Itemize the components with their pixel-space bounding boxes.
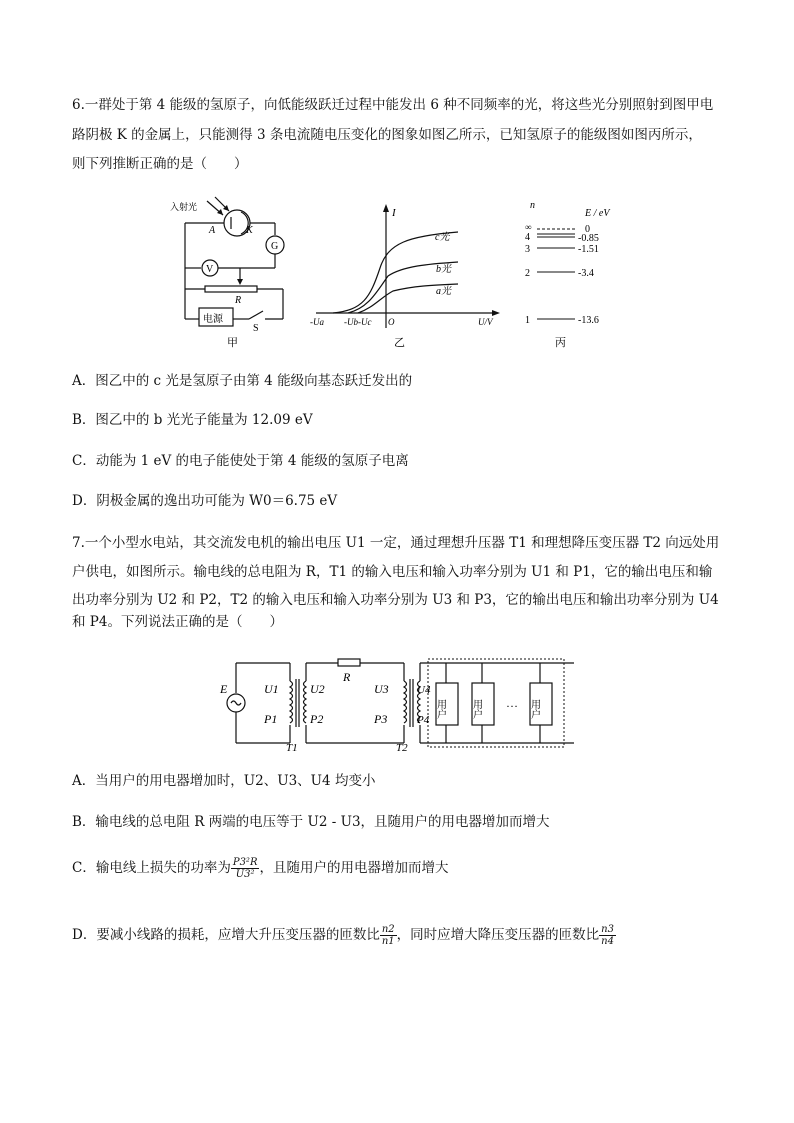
fraction-denominator: U3² xyxy=(235,869,255,880)
label-cathode-k: K xyxy=(246,225,253,236)
user-dots: … xyxy=(506,696,518,710)
q6-option-a: A．图乙中的 c 光是氢原子由第 4 能级向基态跃迁发出的 xyxy=(72,373,413,389)
axis-label-i: I xyxy=(392,207,396,219)
q7-option-c xyxy=(72,857,448,880)
level-2-n: 2 xyxy=(525,268,530,279)
fraction-numerator: n2 xyxy=(381,924,395,935)
q7-option-d xyxy=(72,924,616,947)
fraction-numerator: P3²R xyxy=(232,857,258,868)
level-inf-n: ∞ xyxy=(525,222,532,232)
label-t1: T1 xyxy=(286,742,298,754)
q7-option-c-suffix: ，且随用户的用电器增加而增大 xyxy=(259,860,449,876)
q7-line-4: 和 P4。下列说法正确的是（ ） xyxy=(72,614,283,630)
label-voltmeter-v: V xyxy=(206,264,214,275)
q6-line-2: 路阴极 K 的金属上，只能测得 3 条电流随电压变化的图象如图乙所示，已知氢原子的能级图如图丙所示， xyxy=(72,127,702,143)
figure-bing-energy-levels xyxy=(515,196,645,350)
label-u4: U4 xyxy=(417,684,431,696)
q6-option-b: B．图乙中的 b 光光子能量为 12.09 eV xyxy=(72,412,313,428)
q7-option-c-prefix: C．输电线上损失的功率为 xyxy=(72,860,231,876)
label-p4: P4 xyxy=(417,714,430,726)
q6-line-1: 6.一群处于第 4 能级的氢原子，向低能级跃迁过程中能发出 6 种不同频率的光，将这些光分别照射到图甲电 xyxy=(72,97,714,113)
user-box-1-label: 用户 xyxy=(434,699,446,719)
label-rheostat-r: R xyxy=(235,295,242,306)
caption-bing: 丙 xyxy=(555,337,566,349)
label-power-source: 电源 xyxy=(203,314,223,325)
q7-option-d-middle: ，同时应增大降压变压器的匝数比 xyxy=(396,927,600,943)
level-1-n: 1 xyxy=(525,315,530,326)
fraction-denominator: n1 xyxy=(381,936,395,947)
label-u1: U1 xyxy=(264,682,279,696)
q7-line-1: 7.一个小型水电站，其交流发电机的输出电压 U1 一定，通过理想升压器 T1 和理想降压变压器 T2 向远处用 xyxy=(72,535,720,551)
label-incident-light: 入射光 xyxy=(170,202,198,212)
q7-option-d-prefix: D．要减小线路的损耗，应增大升压变压器的匝数比 xyxy=(72,927,380,943)
label-c-light: c光 xyxy=(435,232,450,243)
label-p3: P3 xyxy=(374,712,388,726)
level-3-n: 3 xyxy=(525,244,530,255)
level-2-e: -3.4 xyxy=(578,268,594,279)
figure-transmission-circuit xyxy=(212,655,577,755)
level-4-n: 4 xyxy=(525,232,530,243)
header-n: n xyxy=(530,200,535,211)
level-1-e: -13.6 xyxy=(578,315,599,326)
origin-o: O xyxy=(388,317,395,327)
label-resistance-r: R xyxy=(343,670,351,684)
q6-option-d: D．阴极金属的逸出功可能为 W0＝6.75 eV xyxy=(72,493,338,509)
power-loss-fraction xyxy=(231,857,260,880)
caption-jia: 甲 xyxy=(227,337,238,348)
tick-neg-ua: -Ua xyxy=(310,317,324,327)
level-4-e: -0.85 xyxy=(578,233,599,244)
label-generator-e: E xyxy=(220,682,228,696)
header-energy: E / eV xyxy=(585,208,610,219)
level-3-e: -1.51 xyxy=(578,244,599,255)
label-a-light: a光 xyxy=(436,286,451,297)
axis-label-u: U/V xyxy=(478,317,493,327)
label-u2: U2 xyxy=(310,682,325,696)
q7-option-b: B．输电线的总电阻 R 两端的电压等于 U2 - U3，且随用户的用电器增加而增大 xyxy=(72,814,550,830)
user-box-2-label: 用户 xyxy=(470,699,482,719)
fraction-denominator: n4 xyxy=(601,936,614,947)
figure-jia-circuit xyxy=(165,193,305,348)
label-b-light: b光 xyxy=(436,264,451,275)
step-up-ratio-fraction xyxy=(380,924,397,947)
label-anode-a: A xyxy=(209,225,216,236)
q7-line-3: 出功率分别为 U2 和 P2，T2 的输入电压和输入功率分别为 U3 和 P3，它的输出电压和输出功率分别为 U4 xyxy=(72,592,719,608)
fraction-numerator: n3 xyxy=(601,924,614,935)
label-switch-s: S xyxy=(253,323,259,334)
user-box-3-label: 用户 xyxy=(528,699,540,719)
level-inf-e: 0 xyxy=(585,224,590,235)
label-p2: P2 xyxy=(310,712,324,726)
label-t2: T2 xyxy=(396,742,408,754)
label-galvanometer-g: G xyxy=(271,241,279,252)
label-p1: P1 xyxy=(264,712,278,726)
q7-line-2: 户供电，如图所示。输电线的总电阻为 R，T1 的输入电压和输入功率分别为 U1 和 P1，它的输出电压和输 xyxy=(72,564,713,580)
tick-neg-ub-uc: -Ub-Uc xyxy=(344,317,372,327)
figure-yi-iu-graph xyxy=(308,198,503,350)
label-u3: U3 xyxy=(374,682,389,696)
q7-option-a: A．当用户的用电器增加时，U2、U3、U4 均变小 xyxy=(72,773,376,789)
q6-line-3: 则下列推断正确的是（ ） xyxy=(72,156,248,172)
caption-yi: 乙 xyxy=(394,337,405,349)
q6-option-c: C．动能为 1 eV 的电子能使处于第 4 能级的氢原子电离 xyxy=(72,453,409,469)
step-down-ratio-fraction xyxy=(599,924,616,947)
